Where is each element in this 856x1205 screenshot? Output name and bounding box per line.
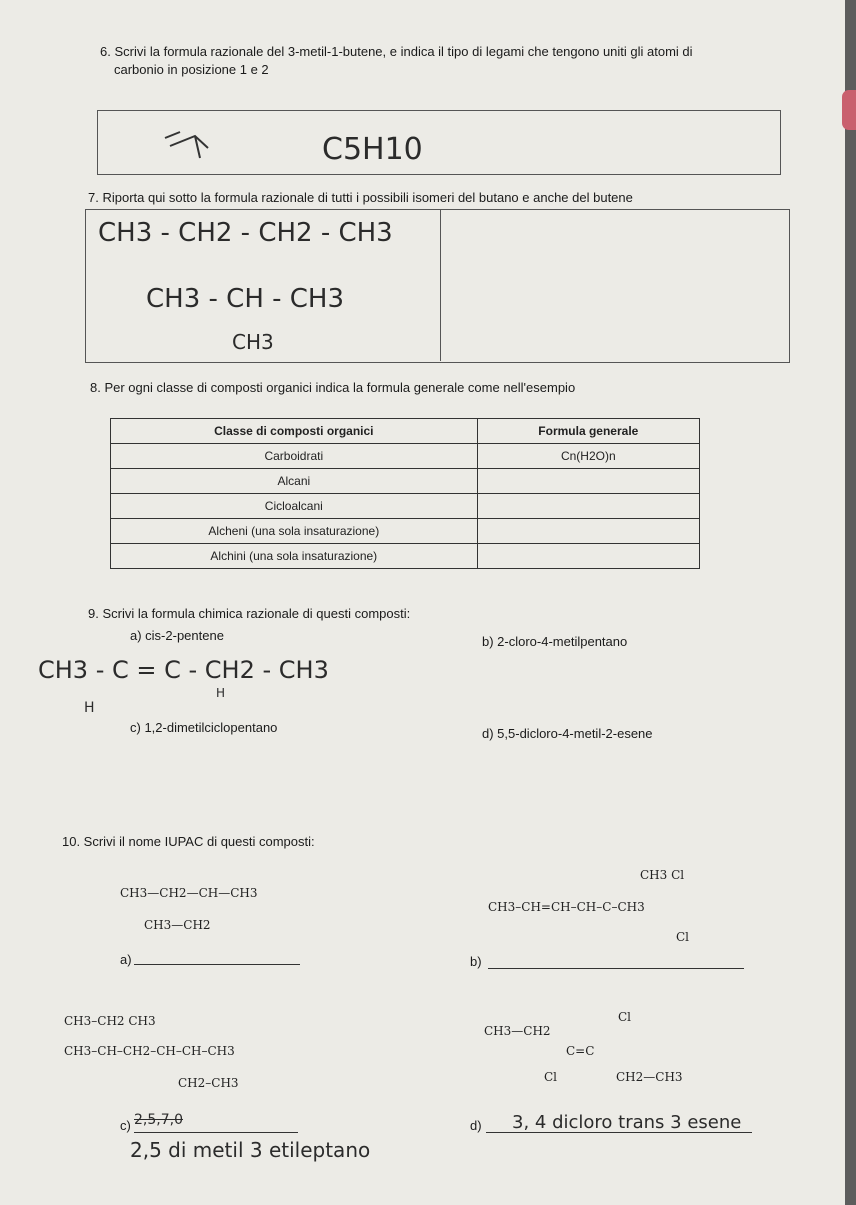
table-row: Cicloalcani — [111, 494, 700, 519]
q6-text-line2: carbonio in posizione 1 e 2 — [114, 62, 269, 77]
q9-text: 9. Scrivi la formula chimica razionale di questi composti: — [88, 606, 411, 621]
q10-b-formula-top: CH3 Cl — [640, 868, 685, 882]
q10-b-formula-mid: CH3–CH=CH–CH–C–CH3 — [488, 900, 645, 914]
q9-a-hydrogen-2: H — [216, 686, 226, 700]
q9-b-label: b) 2-cloro-4-metilpentano — [482, 634, 628, 649]
table-row: Carboidrati Cn(H2O)n — [111, 444, 700, 469]
table-header-formula: Formula generale — [477, 419, 699, 444]
q10-d-formula-right: CH2—CH3 — [616, 1070, 683, 1084]
q7-isomer-2-branch: CH3 — [232, 330, 274, 354]
q7-isomer-1: CH3 - CH2 - CH2 - CH3 — [98, 218, 393, 248]
q9-c-label: c) 1,2-dimetilciclopentano — [130, 720, 278, 735]
q10-b-formula-bottom: Cl — [676, 930, 690, 944]
skeletal-sketch — [160, 128, 220, 164]
q10-c-formula-mid: CH3–CH–CH2–CH–CH–CH3 — [64, 1044, 235, 1058]
q10-d-formula-cl-top: Cl — [618, 1010, 632, 1024]
q10-c-answer-line[interactable] — [134, 1132, 298, 1133]
q10-d-formula-left: CH3—CH2 — [484, 1024, 551, 1038]
q10-a-formula-top: CH3—CH2—CH—CH3 — [120, 886, 258, 900]
q9-d-label: d) 5,5-dicloro-4-metil-2-esene — [482, 726, 653, 741]
q10-c-scribble: 2,5,7,0 — [134, 1112, 183, 1128]
q9-a-answer: CH3 - C = C - CH2 - CH3 — [38, 656, 329, 684]
q8-text: 8. Per ogni classe di composti organici indica la formula generale come nell'esempio — [90, 380, 576, 395]
q9-a-label: a) cis-2-pentene — [130, 628, 224, 643]
q10-text: 10. Scrivi il nome IUPAC di questi composti: — [62, 834, 315, 849]
table-header-class: Classe di composti organici — [111, 419, 478, 444]
q10-a-label: a) — [120, 952, 132, 967]
q7-text: 7. Riporta qui sotto la formula razionale di tutti i possibili isomeri del butano e anche del butene — [88, 190, 633, 205]
q10-a-formula-bottom: CH3—CH2 — [144, 918, 211, 932]
pink-marker — [842, 90, 856, 130]
q10-b-answer-line[interactable] — [488, 968, 744, 969]
table-row: Alcheni (una sola insaturazione) — [111, 519, 700, 544]
q6-text-line1: 6. Scrivi la formula razionale del 3-metil-1-butene, e indica il tipo di legami che tengono uniti gli atomi di — [100, 44, 693, 59]
q10-c-label: c) — [120, 1118, 131, 1133]
q6-answer: C5H10 — [322, 132, 423, 167]
q9-a-hydrogen-1: H — [84, 700, 95, 716]
q10-d-formula-cl-bottom: Cl — [544, 1070, 558, 1084]
q10-c-formula-top: CH3–CH2 CH3 — [64, 1014, 156, 1028]
q10-c-answer: 2,5 di metil 3 etileptano — [130, 1138, 371, 1162]
q10-d-label: d) — [470, 1118, 482, 1133]
q7-isomer-2: CH3 - CH - CH3 — [146, 284, 345, 314]
q10-d-answer: 3, 4 dicloro trans 3 esene — [512, 1112, 742, 1133]
q10-a-answer-line[interactable] — [134, 964, 300, 965]
q7-divider — [440, 209, 441, 361]
q10-c-formula-bottom: CH2–CH3 — [178, 1076, 239, 1090]
classes-table — [110, 418, 700, 569]
table-row: Alcani — [111, 469, 700, 494]
q10-d-formula-cc: C=C — [566, 1044, 595, 1058]
q10-b-label: b) — [470, 954, 482, 969]
table-row: Alchini (una sola insaturazione) — [111, 544, 700, 569]
